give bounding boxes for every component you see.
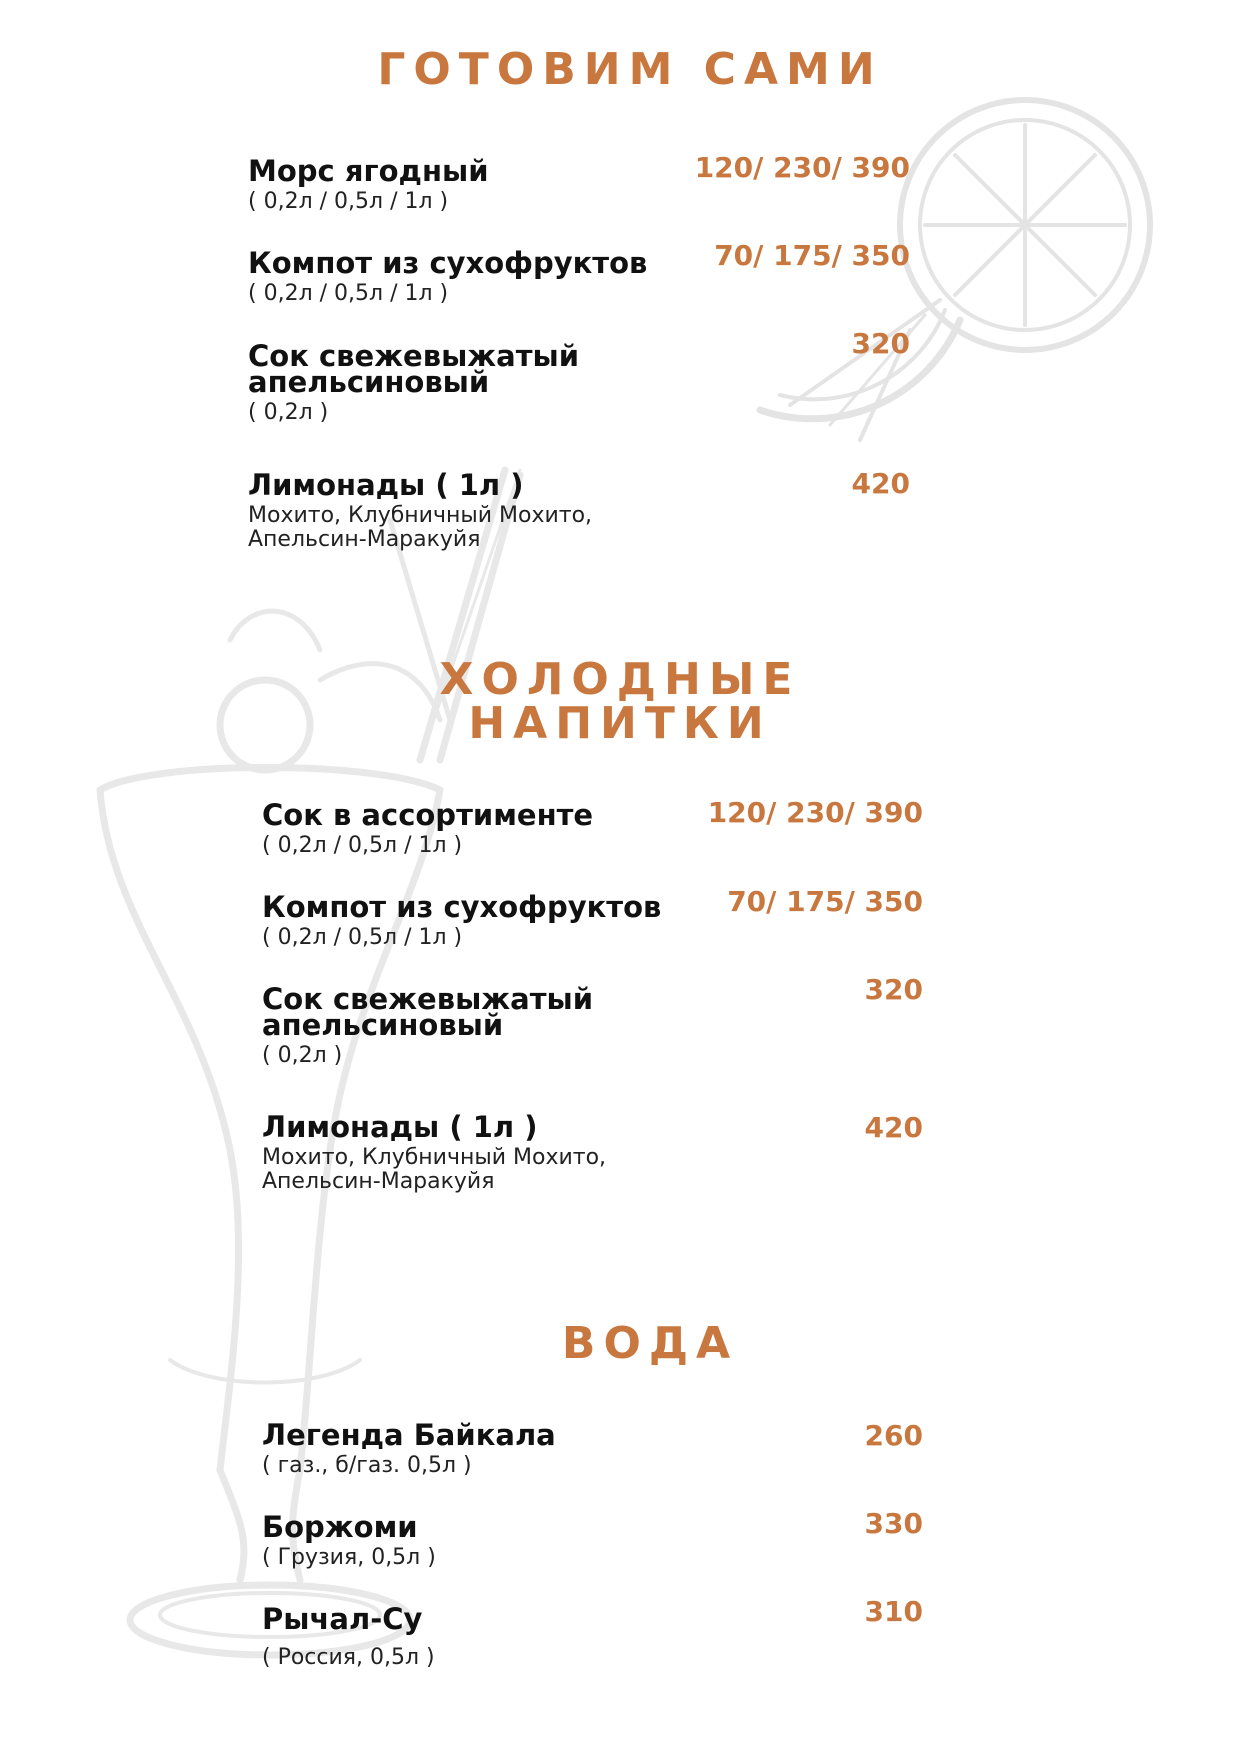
item-volume: ( 0,2л / 0,5л / 1л ) <box>248 281 449 306</box>
item-volume: ( 0,2л ) <box>262 1043 343 1068</box>
menu-item <box>248 339 648 425</box>
menu-item <box>262 1418 722 1478</box>
item-name: Компот из сухофруктов <box>248 246 648 280</box>
item-price: 70/ 175/ 350 <box>714 239 910 272</box>
item-volume: ( 0,2л ) <box>248 400 329 425</box>
item-price: 70/ 175/ 350 <box>727 885 923 918</box>
item-price: 420 <box>851 467 910 500</box>
item-volume: ( 0,2л / 0,5л / 1л ) <box>248 189 449 214</box>
item-volume: ( Грузия, 0,5л ) <box>262 1545 436 1570</box>
item-description: Мохито, Клубничный Мохито, Апельсин-Маракуйя <box>248 503 593 552</box>
item-price: 320 <box>864 973 923 1006</box>
item-price: 260 <box>864 1419 923 1452</box>
item-name: Лимонады ( 1л ) <box>262 1110 538 1144</box>
item-name: Лимонады ( 1л ) <box>248 468 524 502</box>
item-name: Морс ягодный <box>248 154 489 188</box>
item-name: Компот из сухофруктов <box>262 890 662 924</box>
section-title-gotovim-sami: ГОТОВИМ САМИ <box>377 44 883 95</box>
menu-item <box>248 468 668 552</box>
item-price: 120/ 230/ 390 <box>707 796 923 829</box>
item-description: Мохито, Клубничный Мохито, Апельсин-Маракуйя <box>262 1145 607 1194</box>
menu-item <box>262 982 662 1068</box>
item-name: Рычал-Су <box>262 1602 423 1636</box>
section-title-voda: ВОДА <box>561 1318 739 1369</box>
item-volume: ( Россия, 0,5л ) <box>262 1645 435 1670</box>
item-name: Сок свежевыжатый апельсиновый <box>248 339 580 399</box>
item-name: Сок свежевыжатый апельсиновый <box>262 982 594 1042</box>
item-volume: ( газ., б/газ. 0,5л ) <box>262 1453 472 1478</box>
menu-item <box>262 1602 722 1670</box>
item-price: 330 <box>864 1507 923 1540</box>
menu-item <box>262 1110 682 1194</box>
item-price: 320 <box>851 327 910 360</box>
item-price: 120/ 230/ 390 <box>694 151 910 184</box>
item-name: Боржоми <box>262 1510 418 1544</box>
item-name: Легенда Байкала <box>262 1418 556 1452</box>
item-price: 310 <box>864 1595 923 1628</box>
item-price: 420 <box>864 1111 923 1144</box>
item-volume: ( 0,2л / 0,5л / 1л ) <box>262 925 463 950</box>
section-title-kholodnye-napitki <box>380 654 860 749</box>
item-name: Сок в ассортименте <box>262 798 594 832</box>
section-title-line: НАПИТКИ <box>468 698 772 749</box>
section-title-line: ХОЛОДНЫЕ <box>439 654 801 705</box>
item-volume: ( 0,2л / 0,5л / 1л ) <box>262 833 463 858</box>
menu-item <box>262 1510 722 1570</box>
menu-item <box>262 798 722 858</box>
